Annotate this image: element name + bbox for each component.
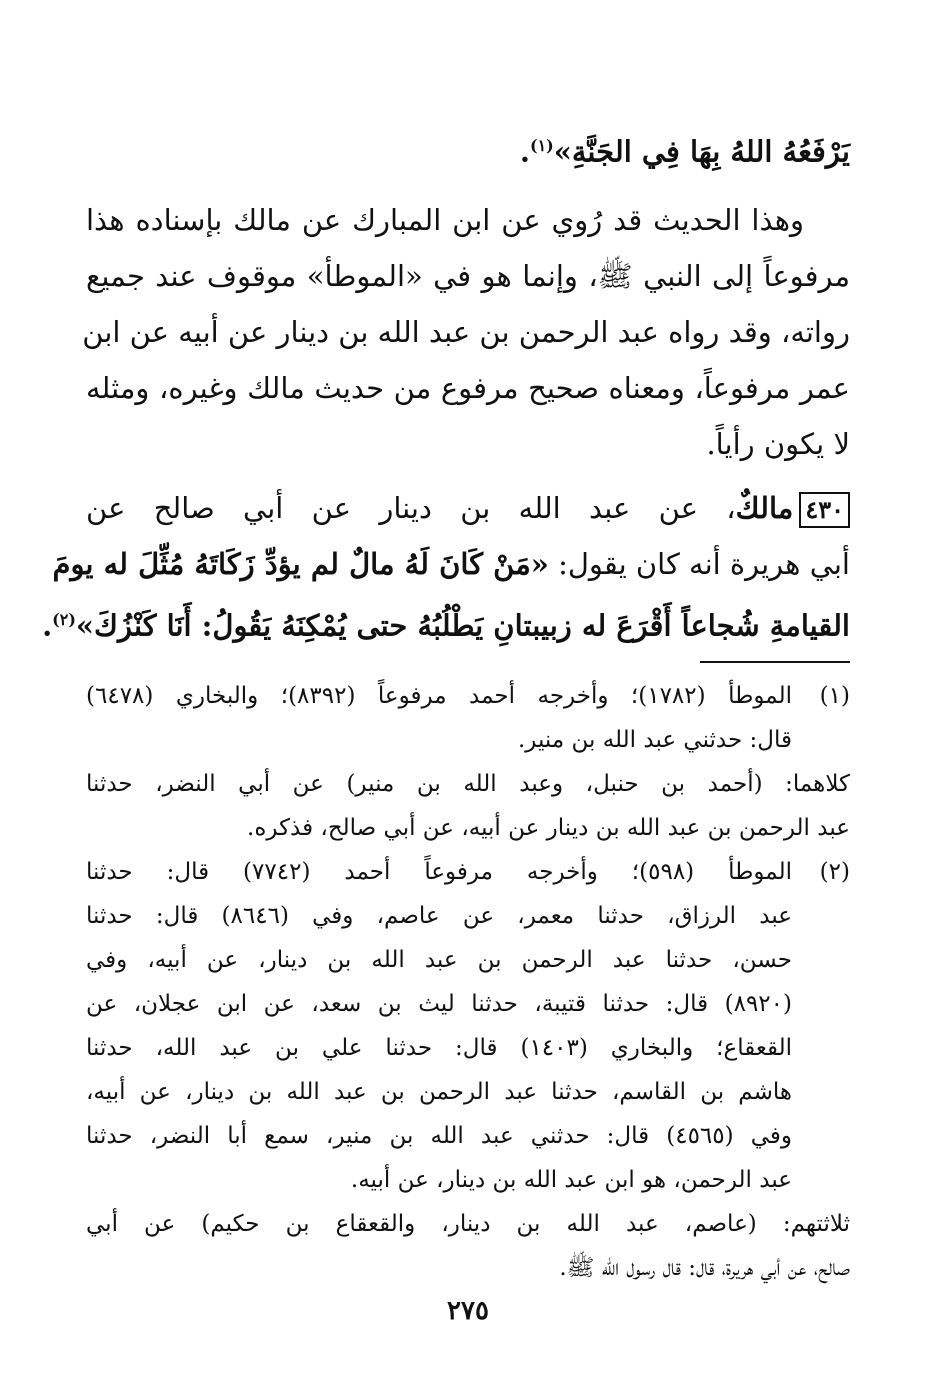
- footnote-line: حسن، حدثنا عبد الرحمن بن عبد الله بن دينار، عن أبيه، وفي: [86, 947, 792, 973]
- footnote-line: الموطأ (٥٩٨)؛ وأخرجه مرفوعاً أحمد (٧٧٤٢) قال: حدثنا: [86, 859, 792, 885]
- footnote-line: كلاهما: (أحمد بن حنبل، وعبد الله بن منير) عن أبي النضر، حدثنا: [86, 771, 850, 797]
- footnote-line: عبد الرحمن، هو ابن عبد الله بن دينار، عن أبيه.: [350, 1167, 792, 1193]
- paragraph-line: رواته، وقد رواه عبد الرحمن بن عبد الله بن دينار عن أبيه عن ابن: [82, 315, 850, 349]
- hadith-text-2: القيامةِ شُجاعاً أَقْرَعَ له زبيبتانِ يَطْلُبُهُ حتى يُمْكِنَهُ يَقُولُ: أَنَا كَنْزُكَ»: [75, 608, 850, 643]
- footnote-ref-1: (١): [530, 136, 554, 155]
- footnote-ref-2: (٢): [52, 610, 76, 629]
- hadith-end: .: [42, 608, 53, 643]
- hadith-text: «مَنْ كَانَ لَهُ مالٌ لم يؤدِّ زَكَاتَهُ مُثِّلَ له يومَ: [52, 547, 549, 581]
- footnote-line: عبد الرحمن بن عبد الله بن دينار عن أبيه، عن أبي صالح، فذكره.: [247, 815, 850, 841]
- footnote-2: [86, 850, 850, 1202]
- hadith-narrator: مالكٌ: [735, 491, 794, 525]
- footnote-line: ثلاثتهم: (عاصم، عبد الله بن دينار، والقعقاع بن حكيم) عن أبي: [86, 1211, 850, 1237]
- commentary-paragraph: [82, 192, 850, 472]
- footnote-line: (٨٩٢٠) قال: حدثنا قتيبة، حدثنا ليث بن سعد، عن ابن عجلان، عن: [86, 991, 792, 1017]
- hadith-chain-2: أبي هريرة أنه كان يقول:: [548, 547, 850, 581]
- hadith-line: [52, 536, 850, 592]
- footnote-line: الموطأ (١٧٨٢)؛ وأخرجه أحمد مرفوعاً (٨٣٩٢)؛ والبخاري (٦٤٧٨): [86, 683, 792, 709]
- footnote-number: (١): [819, 683, 850, 709]
- page-number: ٢٧٥: [447, 1296, 489, 1326]
- hadith-chain: ، عن عبد الله بن دينار عن أبي صالح عن: [86, 491, 736, 525]
- footnote-1-cont: [86, 762, 850, 850]
- paragraph-line: وهذا الحديث قد رُوي عن ابن المبارك عن مالك بإسناده هذا: [86, 203, 804, 237]
- footnote-line: القعقاع؛ والبخاري (١٤٠٣) قال: حدثنا علي بن عبد الله، حدثنا: [86, 1035, 792, 1061]
- footnote-number: (٢): [819, 859, 850, 885]
- hadith-line: [42, 592, 850, 654]
- hadith-number-box: ٤٣٠: [799, 492, 850, 528]
- footnote-2-cont: [86, 1202, 850, 1290]
- opening-line: [86, 118, 850, 180]
- footnote-line: وفي (٤٥٦٥) قال: حدثني عبد الله بن منير، سمع أبا النضر، حدثنا: [86, 1123, 792, 1149]
- footnote-1: [86, 674, 850, 762]
- opening-quote: يَرْفَعُهُ اللهُ بِهَا فِي الجَنَّةِ»: [553, 134, 850, 169]
- paragraph-line: لا يكون رأياً.: [706, 427, 850, 461]
- footnotes: [86, 674, 850, 1290]
- opening-text: [86, 118, 850, 180]
- paragraph-line: عمر مرفوعاً، ومعناه صحيح مرفوع من حديث مالك وغيره، ومثله: [86, 371, 850, 405]
- opening-end: .: [519, 134, 530, 169]
- hadith-line: [86, 480, 850, 536]
- footnote-line: قال: حدثني عبد الله بن منير.: [517, 727, 792, 753]
- footnote-line: صالح، عن أبي هريرة، قال: قال رسول الله ﷺ.: [559, 1255, 850, 1281]
- footnote-line: هاشم بن القاسم، حدثنا عبد الرحمن بن عبد الله بن دينار، عن أبيه،: [86, 1079, 792, 1105]
- footnote-line: عبد الرزاق، حدثنا معمر، عن عاصم، وفي (٨٦٤٦) قال: حدثنا: [86, 903, 792, 929]
- paragraph-line: مرفوعاً إلى النبي ﷺ، وإنما هو في «الموطأ» موقوف عند جميع: [86, 259, 850, 293]
- footnote-divider: [700, 661, 850, 663]
- hadith-430: [42, 480, 850, 654]
